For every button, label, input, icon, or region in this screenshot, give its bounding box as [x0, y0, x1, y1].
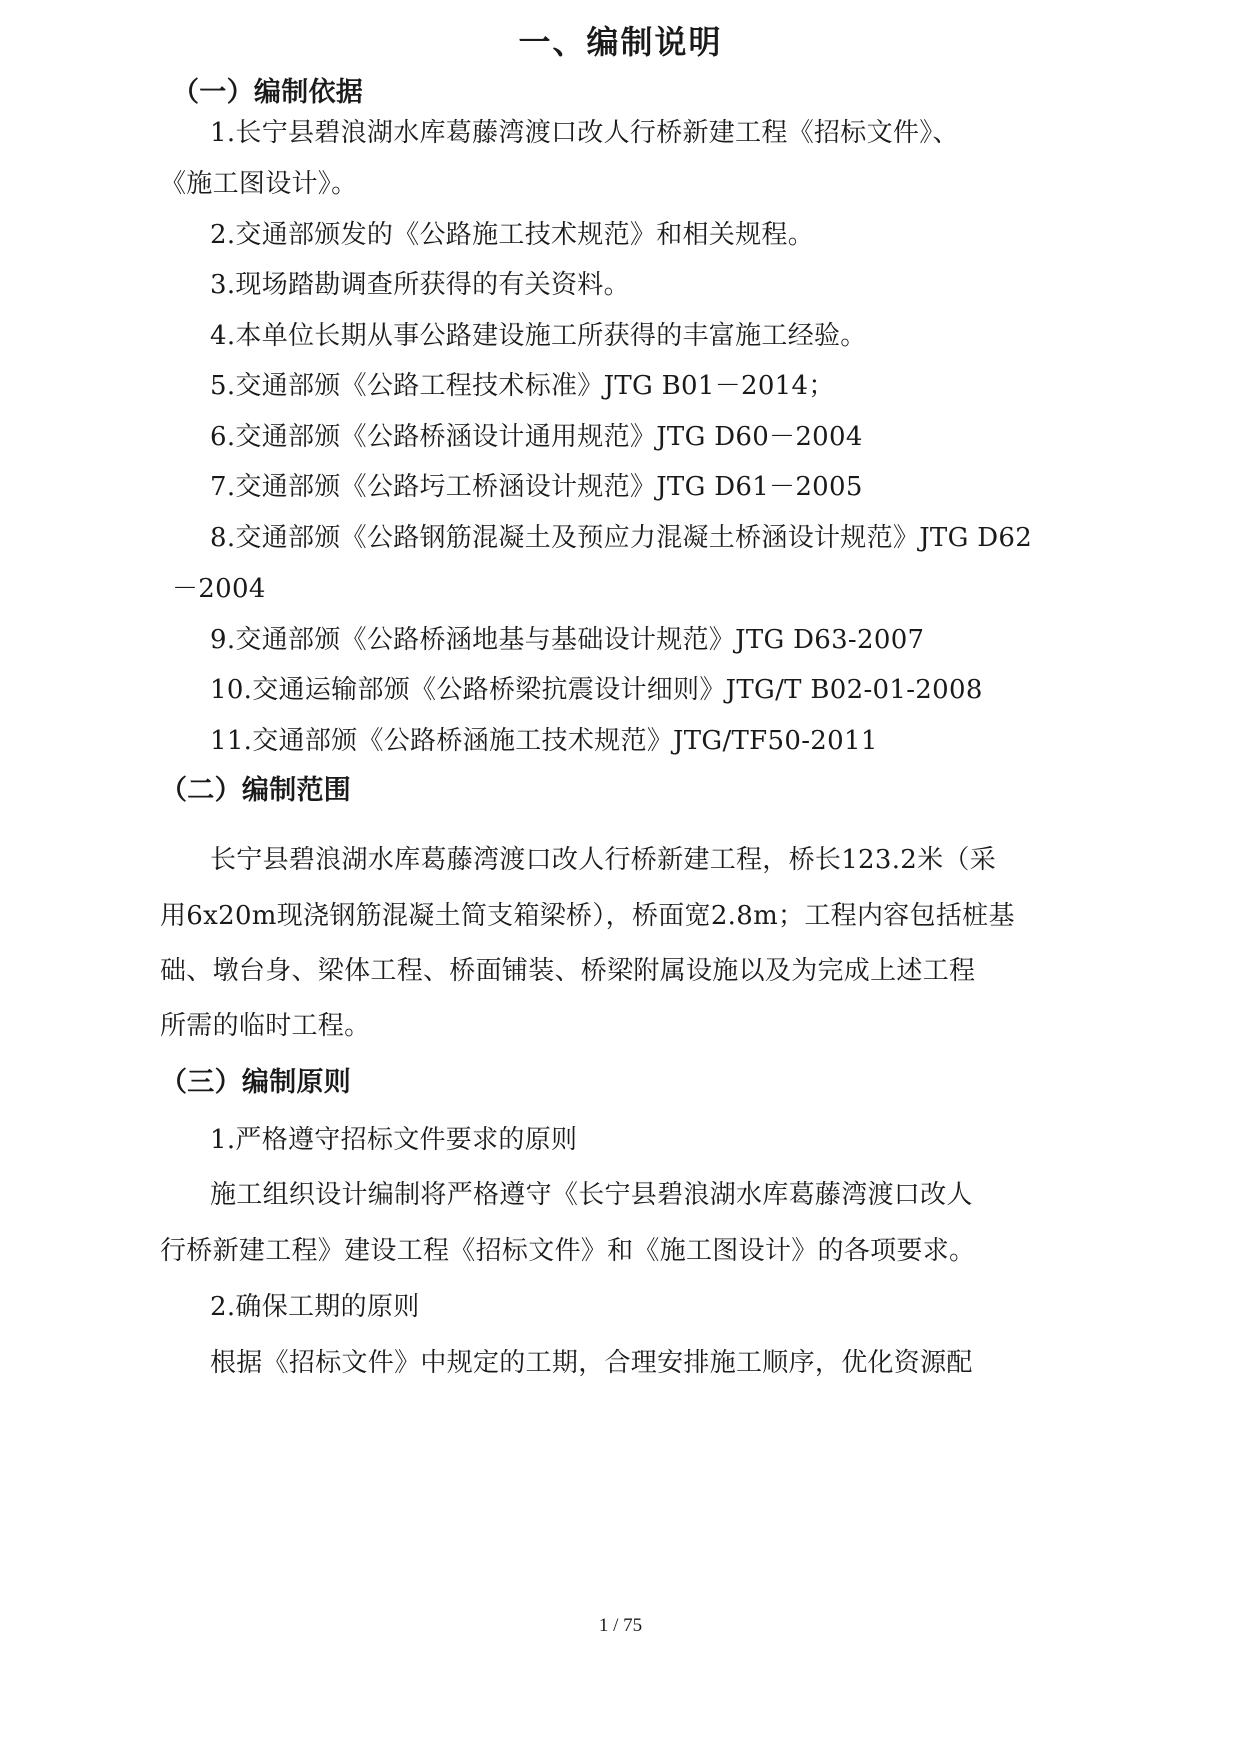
section-heading-scope: （二）编制范围 [160, 775, 352, 806]
principle-2-title: 2.确保工期的原则 [210, 1292, 420, 1322]
basis-item-11: 11.交通部颁《公路桥涵施工技术规范》JTG/TF50-2011 [210, 726, 878, 756]
basis-item-8: 8.交通部颁《公路钢筋混凝土及预应力混凝土桥涵设计规范》JTG D62 [210, 523, 1033, 553]
basis-item-6: 6.交通部颁《公路桥涵设计通用规范》JTG D60－2004 [210, 422, 863, 452]
principle-1-text-line-2: 行桥新建工程》建设工程《招标文件》和《施工图设计》的各项要求。 [160, 1236, 976, 1266]
basis-item-4: 4.本单位长期从事公路建设施工所获得的丰富施工经验。 [210, 321, 867, 351]
basis-item-10: 10.交通运输部颁《公路桥梁抗震设计细则》JTG/T B02-01-2008 [210, 675, 983, 705]
scope-line-2: 用6x20m现浇钢筋混凝土简支箱梁桥），桥面宽2.8m；工程内容包括桩基 [160, 901, 1015, 931]
page-title: 一、编制说明 [518, 23, 723, 61]
scope-line-3: 础、墩台身、梁体工程、桥面铺装、桥梁附属设施以及为完成上述工程 [160, 956, 976, 986]
basis-item-9: 9.交通部颁《公路桥涵地基与基础设计规范》JTG D63-2007 [210, 625, 925, 655]
basis-item-3: 3.现场踏勘调查所获得的有关资料。 [210, 270, 630, 300]
principle-1-text-line-1: 施工组织设计编制将严格遵守《长宁县碧浪湖水库葛藤湾渡口改人 [210, 1180, 973, 1210]
basis-item-5: 5.交通部颁《公路工程技术标准》JTG B01－2014； [210, 371, 835, 401]
basis-item-2: 2.交通部颁发的《公路施工技术规范》和相关规程。 [210, 220, 815, 250]
basis-item-8-continued: －2004 [172, 574, 266, 604]
basis-item-1-continued: 《施工图设计》。 [160, 169, 358, 199]
scope-line-1: 长宁县碧浪湖水库葛藤湾渡口改人行桥新建工程，桥长123.2米（采 [210, 845, 997, 875]
section-heading-principles: （三）编制原则 [160, 1067, 352, 1098]
section-heading-basis: （一）编制依据 [172, 77, 364, 108]
scope-line-4: 所需的临时工程。 [160, 1011, 371, 1041]
basis-item-1: 1.长宁县碧浪湖水库葛藤湾渡口改人行桥新建工程《招标文件》、 [210, 118, 959, 148]
principle-2-text-line-1: 根据《招标文件》中规定的工期，合理安排施工顺序，优化资源配 [210, 1348, 973, 1378]
principle-1-title: 1.严格遵守招标文件要求的原则 [210, 1125, 578, 1155]
page-number: 1 / 75 [598, 1615, 643, 1636]
basis-item-7: 7.交通部颁《公路圬工桥涵设计规范》JTG D61－2005 [210, 472, 863, 502]
